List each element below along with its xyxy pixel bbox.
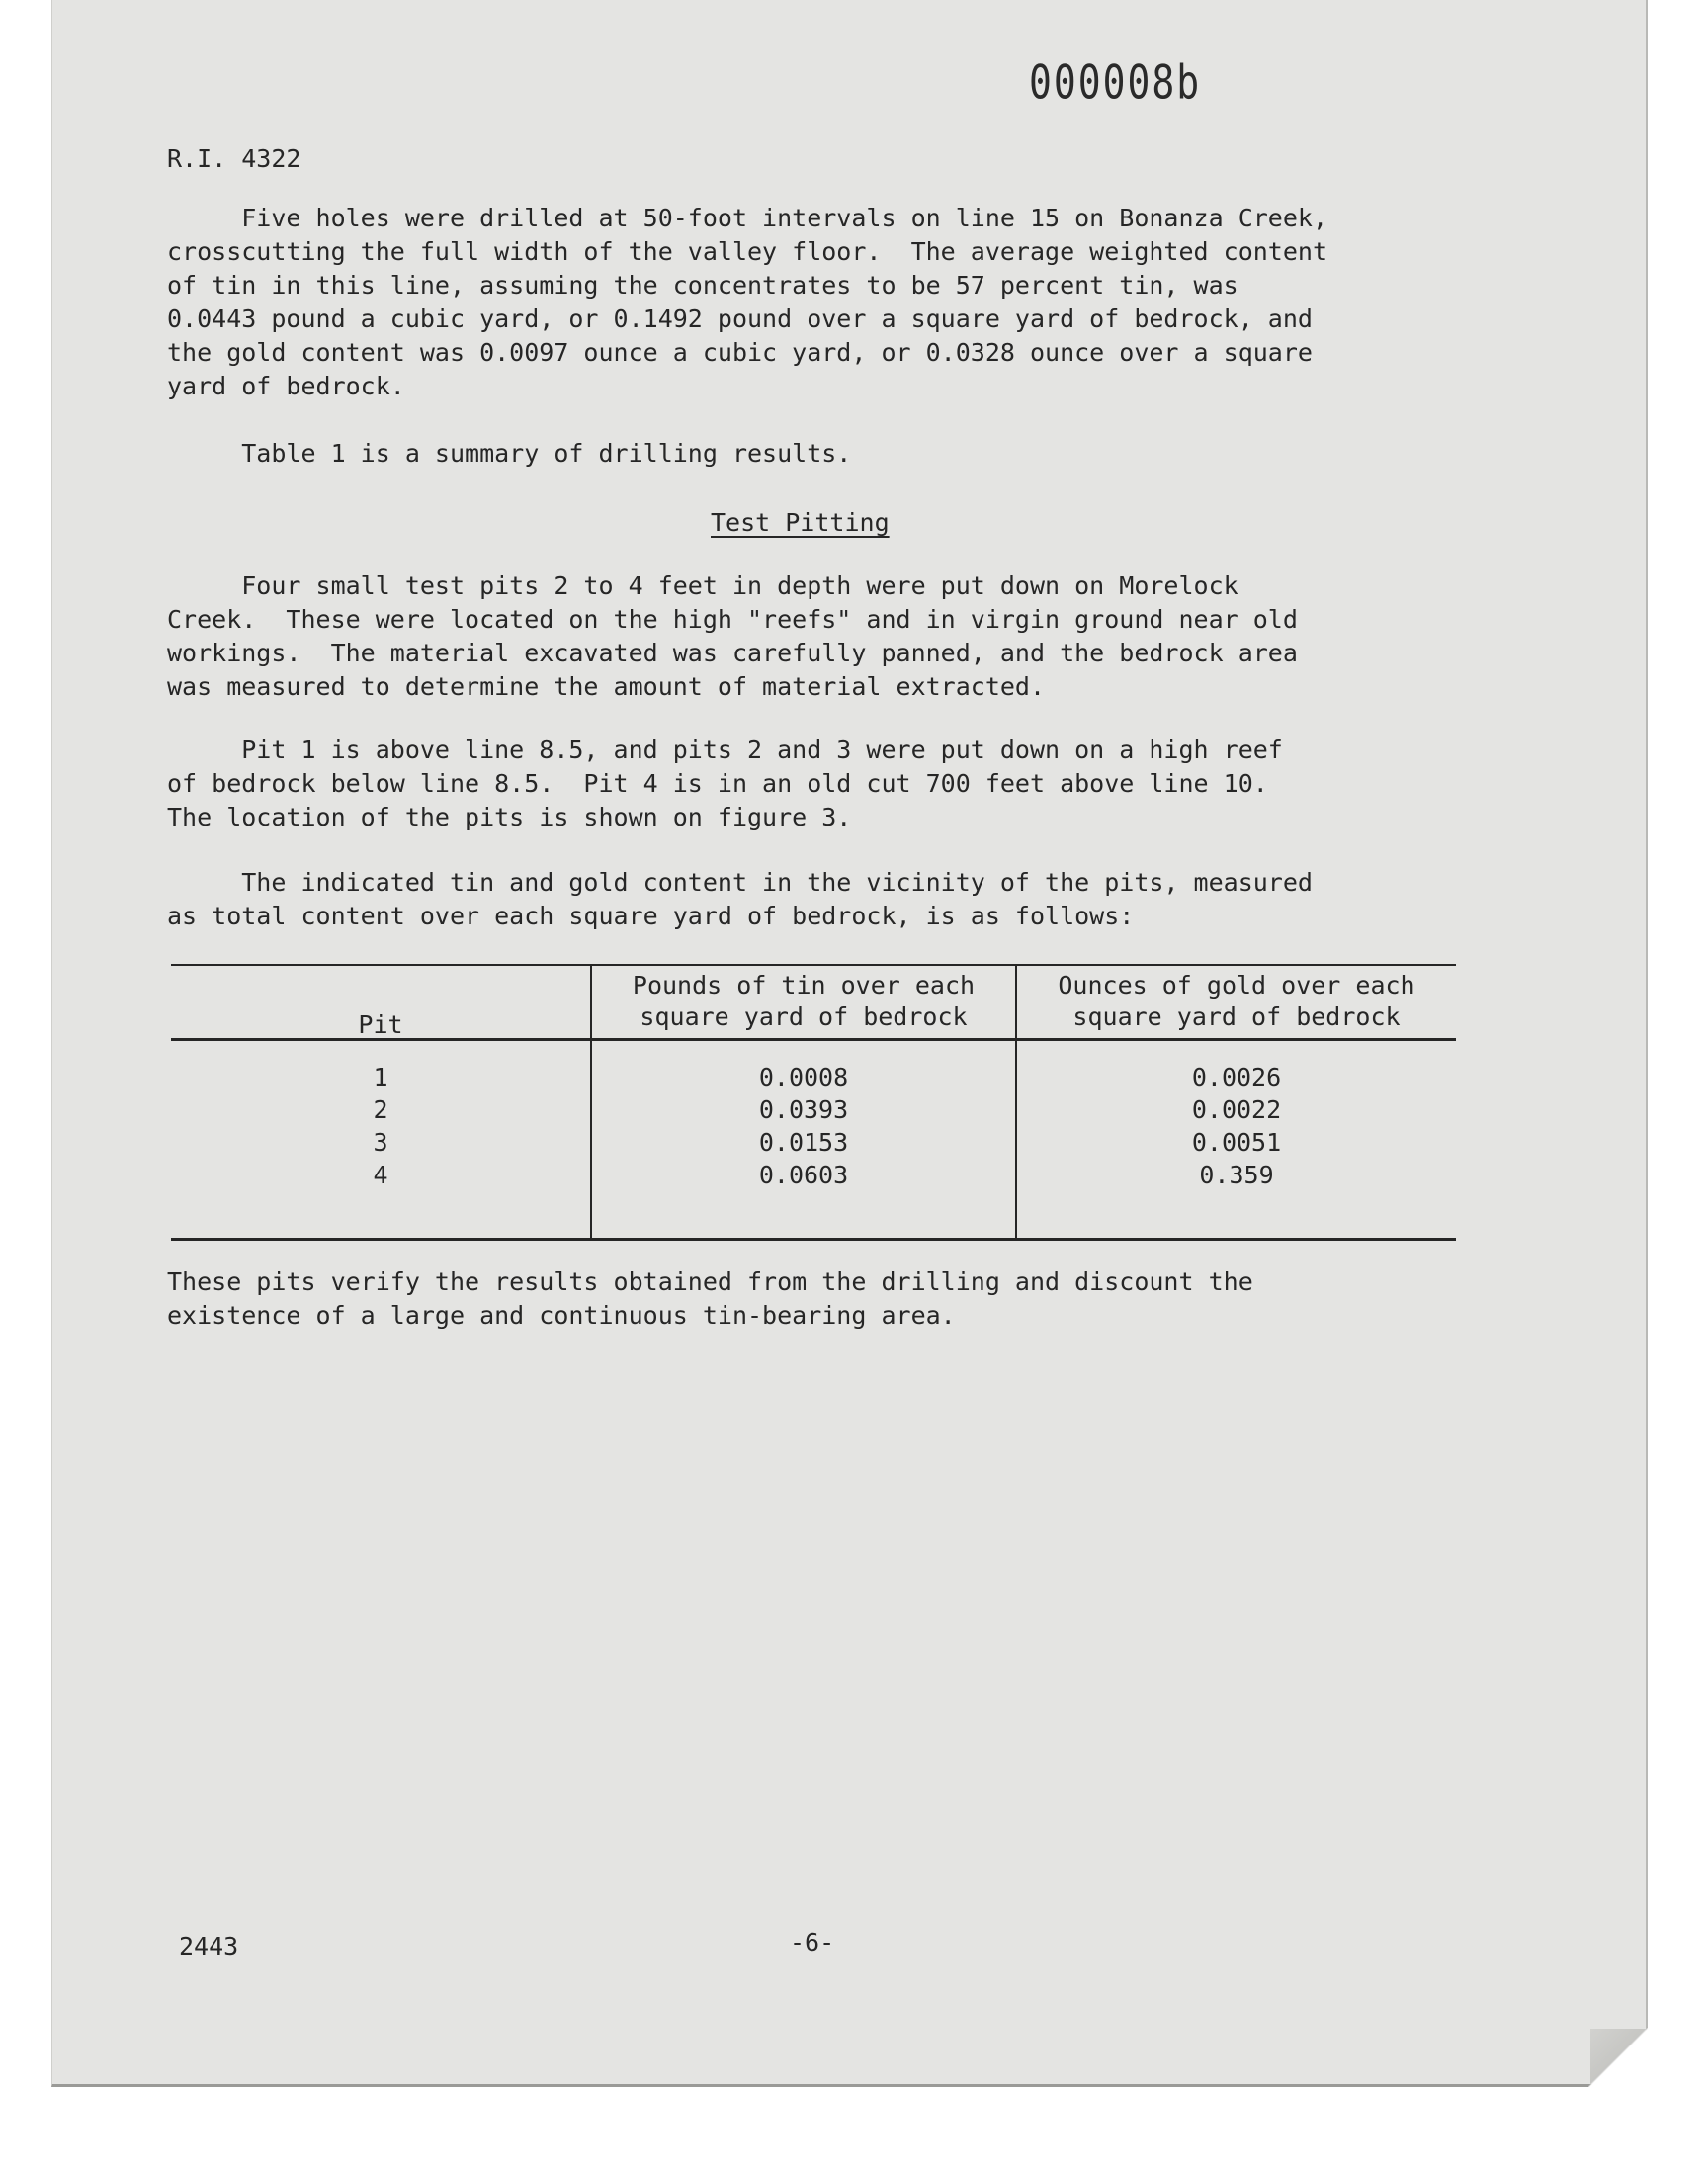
footer-number: 2443: [179, 1932, 239, 1960]
cell-gold: 0.0026: [1191, 1063, 1282, 1091]
paragraph-bonanza-creek: Five holes were drilled at 50-foot intervals on line 15 on Bonanza Creek, crosscutting the full width of the valley floor. The average weighted content of tin in this line, assuming the concentrates to be 57 percent tin, was 0.0443 pound a cubic yard, or 0.1492 pound over a square yard of bedrock, and the gold content was 0.0097 ounce a cubic yard, or 0.0328 ounce over a square yard of bedrock.: [167, 204, 1327, 400]
cell-gold: 0.359: [1199, 1161, 1274, 1189]
paragraph-test-pits: Four small test pits 2 to 4 feet in depth were put down on Morelock Creek. These were located on the high "reefs" and in virgin ground near old workings. The material excavated was carefully panned, and the bedrock area was measured to determine the amount of material extracted.: [167, 571, 1298, 701]
table-top-rule: [171, 964, 1456, 966]
cell-pit: 2: [373, 1095, 388, 1124]
cell-tin: 0.0153: [758, 1128, 849, 1157]
table-bottom-rule: [171, 1238, 1456, 1241]
cell-tin: 0.0603: [758, 1161, 849, 1189]
pit-content-table: [171, 964, 1456, 1241]
column-tin: [592, 1061, 1015, 1191]
cell-tin: 0.0008: [758, 1063, 849, 1091]
cell-pit: 1: [373, 1063, 388, 1091]
document-page: [51, 0, 1648, 2087]
page-corner-fold: [1590, 2029, 1646, 2084]
paragraph-table-reference: Table 1 is a summary of drilling results.: [167, 439, 852, 468]
cell-pit: 3: [373, 1128, 388, 1157]
column-pit: [171, 1061, 590, 1191]
page-number: -6-: [790, 1928, 835, 1957]
header-pit: Pit: [358, 1010, 403, 1039]
cell-gold: 0.0051: [1191, 1128, 1282, 1157]
paragraph-content-intro: The indicated tin and gold content in the vicinity of the pits, measured as total content over each square yard of bedrock, is as follows:: [167, 868, 1313, 930]
paragraph-conclusion: These pits verify the results obtained from the drilling and discount the existence of a large and continuous tin-bearing area.: [167, 1267, 1253, 1330]
cell-tin: 0.0393: [758, 1095, 849, 1124]
column-gold: [1017, 1061, 1456, 1191]
report-id: R.I. 4322: [167, 144, 301, 173]
stamp-number: 000008b: [1029, 54, 1202, 110]
cell-pit: 4: [373, 1161, 388, 1189]
section-heading: Test Pitting: [711, 508, 890, 537]
header-tin: Pounds of tin over each square yard of bedrock: [632, 971, 976, 1031]
cell-gold: 0.0022: [1191, 1095, 1282, 1124]
header-gold: Ounces of gold over each square yard of bedrock: [1058, 971, 1415, 1031]
paragraph-pit-locations: Pit 1 is above line 8.5, and pits 2 and 3 were put down on a high reef of bedrock below line 8.5. Pit 4 is in an old cut 700 feet above line 10. The location of the pits is shown on figure 3.: [167, 736, 1283, 831]
